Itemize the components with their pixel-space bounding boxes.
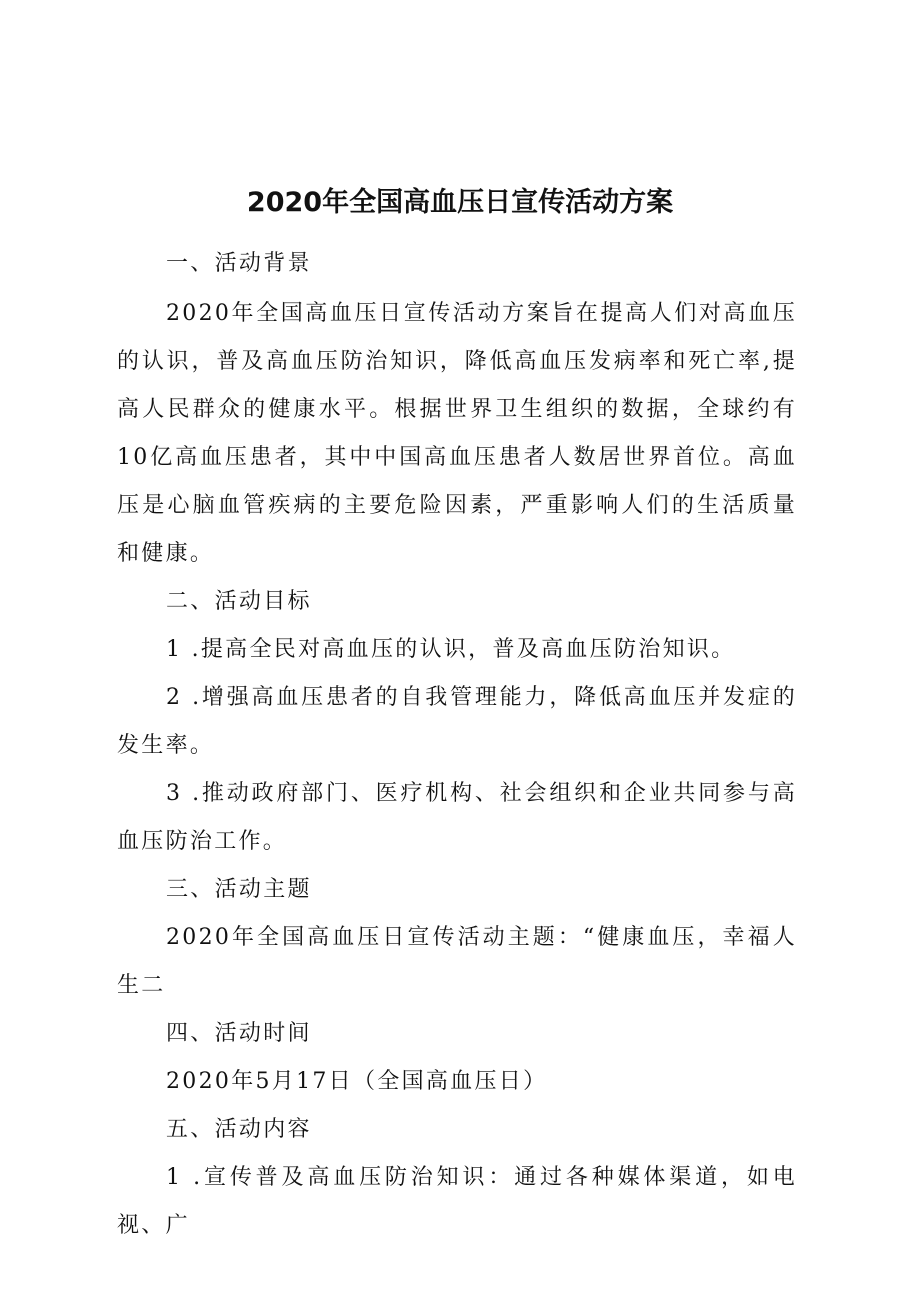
- section-heading-goals: 二、活动目标: [166, 589, 312, 614]
- document-body: [117, 240, 797, 1250]
- goal-item-2: 2 .增强高血压患者的自我管理能力，降低高血压并发症的发生率。: [117, 685, 797, 758]
- content-item-1: 1 .宣传普及高血压防治知识：通过各种媒体渠道，如电视、广: [117, 1165, 797, 1238]
- section-heading-theme: 三、活动主题: [166, 877, 312, 902]
- section-heading-background: 一、活动背景: [166, 251, 312, 276]
- section-heading-content: 五、活动内容: [166, 1117, 312, 1142]
- background-paragraph: 2020年全国高血压日宣传活动方案旨在提高人们对高血压的认识，普及高血压防治知识，降低高血压发病率和死亡率,提高人民群众的健康水平。根据世界卫生组织的数据，全球约有10亿高血压患者，其中中国高血压患者人数居世界首位。高血压是心脑血管疾病的主要危险因素，严重影响人们的生活质量和健康。: [117, 301, 797, 566]
- goal-item-1: 1 .提高全民对高血压的认识，普及高血压防治知识。: [166, 637, 736, 662]
- time-paragraph: 2020年5月17日（全国高血压日）: [166, 1069, 548, 1094]
- section-heading-time: 四、活动时间: [166, 1021, 312, 1046]
- document-title: 2020年全国高血压日宣传活动方案: [246, 187, 674, 218]
- goal-item-3: 3 .推动政府部门、医疗机构、社会组织和企业共同参与高血压防治工作。: [117, 781, 797, 854]
- theme-paragraph: 2020年全国高血压日宣传活动主题：“健康血压，幸福人生二: [117, 925, 797, 998]
